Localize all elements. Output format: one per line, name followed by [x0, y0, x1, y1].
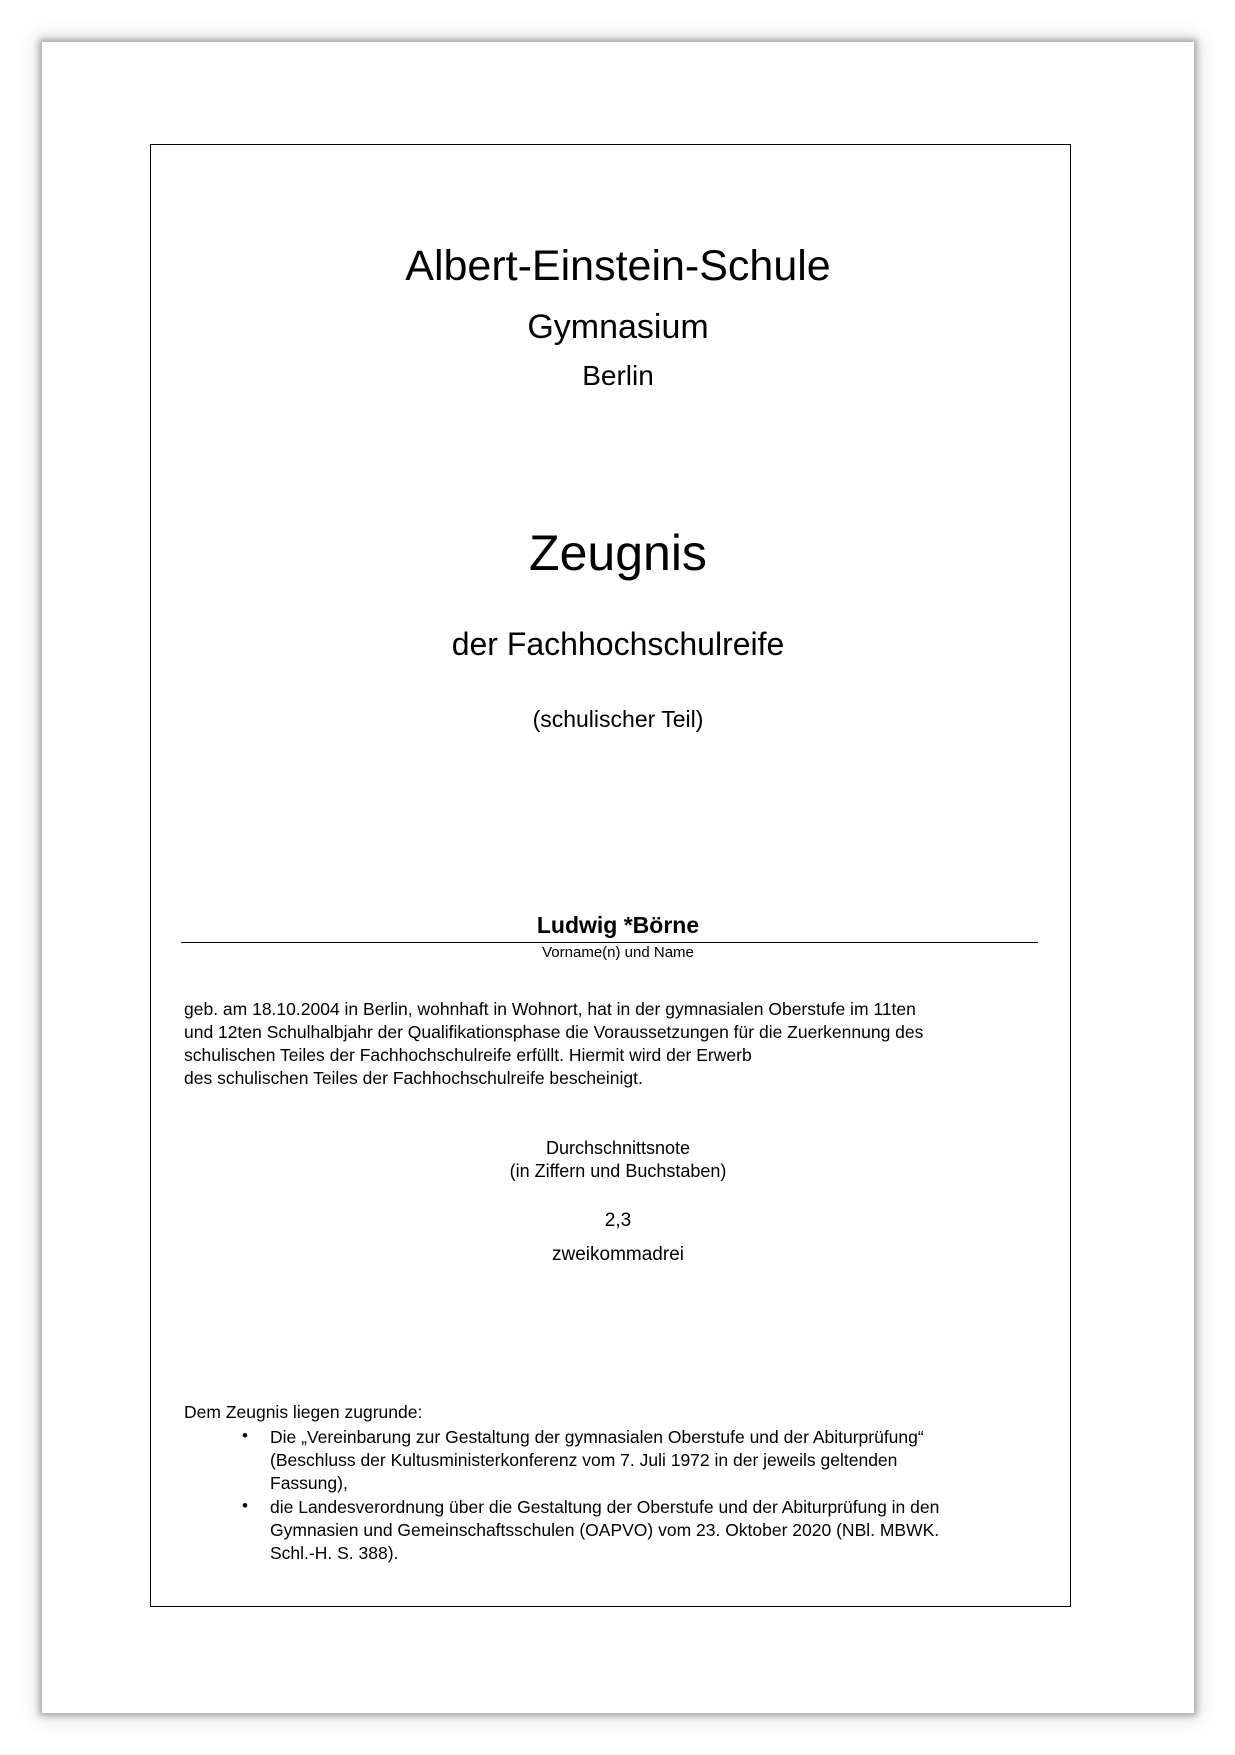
body-line: des schulischen Teiles der Fachhochschulreife bescheinigt.: [184, 1068, 643, 1088]
bullet-icon: •: [242, 1426, 248, 1445]
basis-intro: Dem Zeugnis liegen zugrunde:: [184, 1402, 423, 1422]
list-item-line: Fassung),: [270, 1473, 348, 1493]
certificate-subtitle: der Fachhochschulreife: [451, 626, 785, 662]
certificate-part: (schulischer Teil): [532, 706, 704, 732]
grade-label: Durchschnittsnote: [545, 1138, 691, 1158]
list-item-line: (Beschluss der Kultusministerkonferenz vom 7. Juli 1972 in der jeweils geltenden: [270, 1450, 898, 1470]
certificate-body-text: [184, 998, 1044, 1090]
list-item-line: Gymnasien und Gemeinschaftsschulen (OAPVO) vom 23. Oktober 2020 (NBl. MBWK.: [270, 1520, 940, 1540]
list-item: [184, 1426, 1084, 1495]
name-underline: [181, 942, 1038, 943]
list-item-line: Schl.-H. S. 388).: [270, 1543, 399, 1563]
school-city: Berlin: [582, 360, 654, 391]
document-page: [42, 42, 1194, 1713]
list-item-line: die Landesverordnung über die Gestaltung der Oberstufe und der Abiturprüfung in den: [270, 1497, 940, 1517]
certificate-title: Zeugnis: [529, 525, 707, 581]
grade-words: zweikommadrei: [552, 1244, 684, 1265]
body-line: schulischen Teiles der Fachhochschulreife erfüllt. Hiermit wird der Erwerb: [184, 1045, 752, 1065]
school-name: Albert-Einstein-Schule: [405, 242, 831, 290]
school-type: Gymnasium: [527, 308, 709, 346]
body-line: und 12ten Schulhalbjahr der Qualifikationsphase die Voraussetzungen für die Zuerkennung des: [184, 1022, 924, 1042]
basis-list: [184, 1426, 1084, 1566]
grade-digits: 2,3: [604, 1210, 632, 1231]
body-line: geb. am 18.10.2004 in Berlin, wohnhaft in Wohnort, hat in der gymnasialen Oberstufe im 11ten: [184, 999, 916, 1019]
list-item: [184, 1496, 1084, 1565]
student-name: Ludwig *Börne: [536, 912, 700, 938]
list-item-line: Die „Vereinbarung zur Gestaltung der gymnasialen Oberstufe und der Abiturprüfung“: [270, 1427, 924, 1447]
name-caption: Vorname(n) und Name: [542, 944, 694, 961]
grade-hint: (in Ziffern und Buchstaben): [509, 1161, 727, 1181]
bullet-icon: •: [242, 1496, 248, 1515]
